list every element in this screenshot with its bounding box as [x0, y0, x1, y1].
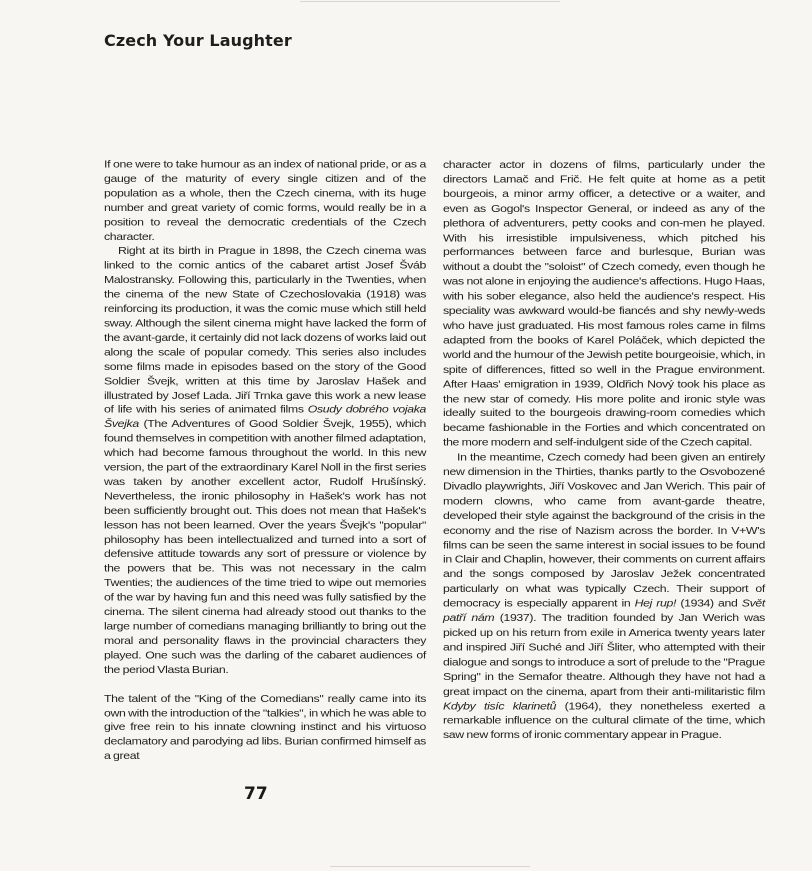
film-title-hej-rup: Hej rup!: [634, 597, 677, 610]
left-paragraph-2: [104, 245, 426, 678]
bottom-edge-mark: [330, 866, 530, 867]
left-paragraph-1: If one were to take humour as an index of national pride, or as a gauge of the maturity of every single citizen and of the population as a whole, then the Czech cinema, with its huge number and great variety of comic forms, would really be in a position to reveal the democratic credentials of the Czech character.: [104, 158, 426, 243]
left-paragraph-2-text-a: Right at its birth in Prague in 1898, the Czech cinema was linked to the comic antics of the cabaret artist Josef Šváb Malostransky. Following this, particularly in the Twenties, when the cinema of the new State of Czechoslovakia (1918) was reinforcing its production, it was the comic muse which still held sway. Although the silent cinema might have lacked the form of the avant-garde, it certainly did not lack dozens of works laid out along the scale of popular comedy. This series also includes some films made in episodes based on the story of the Good Soldier Švejk, written at this time by Jaroslav Hašek and illustrated by Josef Lada. Jiří Trnka gave this work a new lease of life with his series of animated films: [104, 245, 426, 416]
top-edge-mark: [300, 1, 560, 2]
right-paragraph-2: [443, 451, 765, 744]
running-title: Czech Your Laughter: [104, 31, 292, 50]
left-paragraph-3: The talent of the "King of the Comedians" really came into its own with the introduction of the "talkies", in which he was able to give free rein to his innate clowning instinct and his virtuoso declamatory and parodying ad libs. Burian confirmed himself as a great: [104, 692, 426, 762]
right-paragraph-2-text-a: In the meantime, Czech comedy had been given an entirely new dimension in the Thirties, thanks partly to the Osvobozené Divadlo playwrights, Jiří Voskovec and Jan Werich. This pair of modern clowns, who came from avant-garde theatre, developed their style against the background of the crisis in the economy and the rise of Nazism across the border. In V+W's films can be seen the same interest in social issues to be found in Clair and Chaplin, however, their comments on current affairs and the songs composed by Jaroslav Ježek concentrated particularly on what was typically Czech. Their support of democracy is especially apparent in: [443, 451, 765, 610]
left-column: [104, 158, 426, 764]
right-column: [443, 158, 765, 743]
film-title-svet-patri-nam: Svět patří nám: [443, 597, 765, 624]
right-paragraph-2-text-d: (1964), they nonetheless exerted a remarkable influence on the cultural climate of the time, which saw new forms of ironic commentary appear in Prague.: [443, 700, 765, 741]
left-paragraph-2-text-b: (The Adventures of Good Soldier Švejk, 1955), which found themselves in competition with another filmed adaptation, which had become famous throughout the world. In this new version, the part of the extraordinary Karel Noll in the first series was taken by another excellent actor, Rudolf Hrušínský. Nevertheless, the ironic philosophy in Hašek's work has not been sufficiently brought out. This does not mean that Hašek's lesson has not been learned. Over the years Švejk's "popular" philosophy has been intellectualized and turned into a sort of defensive attitude towards any sort of pressure or violence by the powers that be. This was not necessary in the calm Twenties; the audiences of the time tried to wipe out memories of the war by having fun and this need was fully satisfied by the cinema. The silent cinema had already stood out thanks to the large number of comedians managing brilliantly to bring out the moral and personality flaws in the provincial characters they played. One such was the darling of the cabaret audiences of the period Vlasta Burian.: [104, 418, 426, 676]
right-paragraph-2-text-b: (1934) and: [676, 597, 742, 610]
film-title-svejk: Osudy dobrého vojaka Švejka: [104, 404, 426, 430]
right-paragraph-1: character actor in dozens of films, particularly under the directors Lamač and Frič. He felt quite at home as a petit bourgeois, a minor army officer, a detective or a waiter, and even as Gogol's Inspector General, or indeed as any of the plethora of adventurers, petty cooks and con-men he played. With his irresistible impulsiveness, which pitched his performances between farce and burlesque, Burian was without a doubt the "soloist" of Czech comedy, even though he was not alone in enjoying the audience's affections. Hugo Haas, with his sober elegance, also held the audience's respect. His speciality was awkward would-be fiancés and shy newly-weds who have just graduated. His most famous roles came in films adapted from the books of Karel Poláček, which depicted the world and the humour of the Jewish petite bourgeoisie, which, in spite of differences, fitted so well in the Prague environment. After Haas' emigration in 1939, Oldřich Nový took his place as the new star of comedy. His more polite and ironic style was ideally suited to the bourgeois drawing-room comedies which became fashionable in the Forties and which concentrated on the more modern and self-indulgent side of the Czech capital.: [443, 158, 765, 449]
right-paragraph-2-text-c: (1937). The tradition founded by Jan Werich was picked up on his return from exile in America twenty years later and inspired Jiří Suché and Jiří Šliter, who attempted with their dialogue and songs to introduce a sort of prelude to the "Prague Spring" in the Semafor theatre. Although they have not had a great impact on the cinema, apart from their anti-militaristic film: [443, 612, 765, 697]
page-number: 77: [244, 784, 268, 804]
film-title-kdyby-tisic-klarinetu: Kdyby tisíc klarinetů: [443, 700, 557, 712]
